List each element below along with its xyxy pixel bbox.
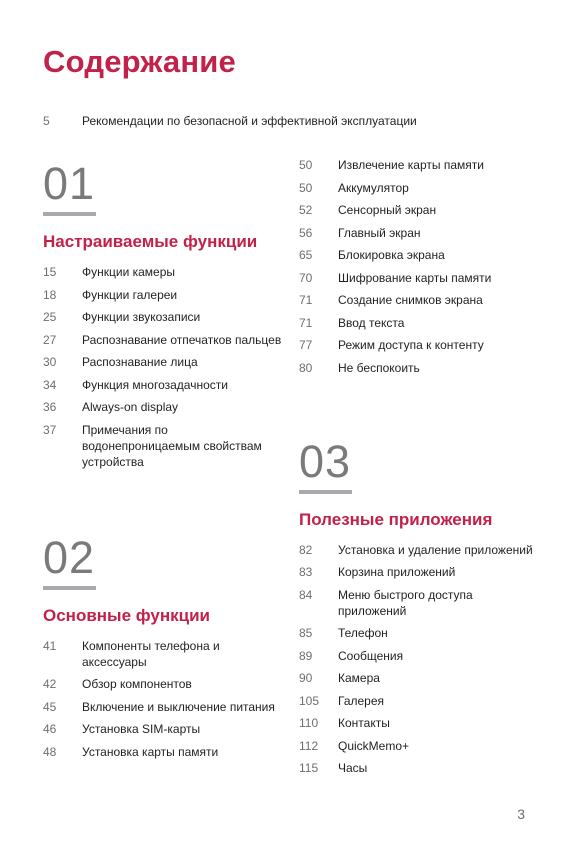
toc-page-number: 27 (43, 332, 57, 347)
toc-page-number: 45 (43, 699, 57, 714)
toc-entry[interactable] (43, 332, 283, 348)
toc-entry-title: Камера (338, 671, 380, 685)
toc-entry[interactable] (299, 360, 539, 376)
toc-entry-title: Контакты (338, 716, 390, 730)
toc-entry-title: Создание снимков экрана (338, 293, 483, 307)
toc-entry-title: Часы (338, 761, 368, 775)
toc-entry[interactable] (43, 309, 283, 325)
toc-entry-title: Главный экран (338, 225, 421, 240)
toc-entry-title: Установка SIM-карты (82, 722, 201, 736)
toc-page-number: 80 (299, 360, 313, 375)
toc-entry-title: Галерея (338, 693, 385, 708)
toc-entry[interactable] (299, 625, 539, 641)
toc-entry[interactable] (299, 542, 539, 558)
toc-page-number: 83 (299, 565, 313, 579)
toc-entry-title: Меню быстрого доступа приложений (338, 587, 473, 618)
toc-page-number: 52 (299, 203, 313, 217)
section-03 (299, 435, 539, 777)
toc-entry-title: Примечания по водонепроницаемым свойствам устройства (82, 422, 262, 469)
toc-entry-title: Шифрование карты памяти (338, 270, 492, 285)
toc-entry[interactable] (43, 422, 283, 470)
toc-page-number: 112 (299, 738, 319, 753)
toc-page-number: 5 (43, 114, 50, 128)
toc-page-number: 36 (43, 400, 57, 414)
toc-entry-title: Сенсорный экран (338, 203, 437, 217)
toc-page-number: 50 (299, 158, 313, 172)
section-divider (43, 586, 96, 590)
toc-entry[interactable] (299, 270, 539, 286)
toc-right-column (299, 157, 539, 783)
toc-entry-title: Always-on display (82, 400, 179, 414)
toc-entry-title: Телефон (338, 626, 388, 640)
toc-entry-title: Корзина приложений (338, 565, 456, 579)
toc-entry[interactable] (299, 587, 539, 619)
toc-entry-title: Функции галереи (82, 287, 178, 302)
toc-page-number: 115 (299, 761, 319, 775)
toc-entry[interactable] (299, 292, 539, 308)
section-title: Полезные приложения (299, 509, 493, 529)
toc-entry-title: Извлечение карты памяти (338, 158, 484, 172)
section-entries (43, 264, 283, 470)
toc-entry[interactable] (299, 715, 539, 731)
toc-entry[interactable] (299, 564, 539, 580)
toc-entry-title: Аккумулятор (338, 180, 409, 195)
toc-entry[interactable] (43, 377, 283, 393)
toc-page-number: 15 (43, 265, 57, 279)
toc-entry[interactable] (299, 738, 539, 754)
toc-page-number: 71 (299, 293, 313, 307)
toc-entry[interactable] (299, 670, 539, 686)
toc-entry-title: Функции камеры (82, 265, 176, 279)
toc-entry[interactable] (43, 638, 283, 670)
toc-page-number: 34 (43, 377, 57, 392)
toc-page-number: 85 (299, 626, 313, 640)
toc-entry[interactable] (299, 225, 539, 241)
toc-entry[interactable] (299, 693, 539, 709)
toc-entry[interactable] (43, 399, 283, 415)
section-title: Основные функции (43, 605, 210, 625)
page-title: Содержание (43, 44, 236, 79)
toc-entry-title: QuickMemo+ (338, 738, 410, 753)
toc-entry-title: Функции звукозаписи (82, 310, 201, 324)
toc-page-number: 70 (299, 270, 313, 285)
toc-entry[interactable] (43, 676, 283, 692)
toc-entry[interactable] (299, 202, 539, 218)
toc-page-number: 48 (43, 744, 57, 759)
toc-page-number: 82 (299, 542, 313, 557)
toc-page-number: 77 (299, 338, 313, 352)
section-number: 01 (43, 158, 96, 209)
toc-entry[interactable] (299, 648, 539, 664)
toc-entry-title: Не беспокоить (338, 360, 420, 375)
section-02-continued (299, 157, 539, 376)
toc-page-number: 50 (299, 180, 313, 195)
toc-page-number: 89 (299, 648, 313, 663)
section-divider (299, 490, 352, 494)
toc-page-number: 46 (43, 722, 57, 736)
section-entries (43, 638, 283, 760)
toc-page-number: 71 (299, 315, 313, 330)
toc-page-number: 25 (43, 310, 57, 324)
section-entries (299, 542, 539, 777)
toc-entry[interactable] (43, 699, 283, 715)
toc-entry[interactable] (43, 264, 283, 280)
toc-entry[interactable] (299, 337, 539, 353)
toc-entry-title: Включение и выключение питания (82, 699, 275, 714)
toc-entry-title: Рекомендации по безопасной и эффективной эксплуатации (82, 114, 417, 128)
toc-page-number: 84 (299, 587, 313, 602)
toc-entry[interactable] (299, 315, 539, 331)
toc-entry[interactable] (43, 354, 283, 370)
toc-entry-title: Блокировка экрана (338, 248, 445, 262)
toc-page-number: 105 (299, 693, 320, 708)
toc-entry-title: Функция многозадачности (82, 377, 228, 392)
page-number: 3 (517, 806, 525, 822)
section-02 (43, 531, 283, 760)
section-title: Настраиваемые функции (43, 232, 258, 251)
section-01 (43, 160, 283, 470)
section-divider (43, 212, 96, 216)
toc-entry-title: Установка и удаление приложений (338, 542, 533, 557)
toc-left-column (43, 160, 283, 766)
toc-entry[interactable] (299, 180, 539, 196)
toc-page-number: 90 (299, 671, 313, 685)
toc-page-number: 56 (299, 225, 313, 240)
toc-entry-title: Ввод текста (338, 315, 405, 330)
toc-entry-title: Распознавание отпечатков пальцев (82, 332, 282, 347)
toc-entry-title: Сообщения (338, 648, 404, 663)
section-number: 02 (43, 531, 96, 583)
toc-entry-title: Компоненты телефона и аксессуары (82, 638, 220, 669)
toc-entry[interactable] (299, 247, 539, 263)
section-number: 03 (299, 435, 352, 487)
toc-entry[interactable] (43, 721, 283, 737)
toc-page-number: 18 (43, 287, 57, 302)
toc-page-number: 42 (43, 677, 57, 691)
toc-entry-title: Режим доступа к контенту (338, 338, 484, 352)
toc-page-number: 110 (299, 716, 319, 730)
toc-entry[interactable] (43, 113, 513, 129)
toc-entry-title: Распознавание лица (82, 355, 198, 369)
toc-entry[interactable] (43, 287, 283, 303)
toc-page-number: 65 (299, 248, 313, 262)
toc-entry[interactable] (43, 744, 283, 760)
toc-entry-title: Обзор компонентов (82, 677, 192, 691)
toc-entry[interactable] (299, 157, 539, 173)
toc-page-number: 37 (43, 422, 57, 437)
toc-page-number: 30 (43, 355, 57, 369)
toc-intro (43, 113, 513, 136)
toc-entry[interactable] (299, 760, 539, 776)
toc-entry-title: Установка карты памяти (82, 744, 219, 759)
toc-page-number: 41 (43, 638, 57, 653)
